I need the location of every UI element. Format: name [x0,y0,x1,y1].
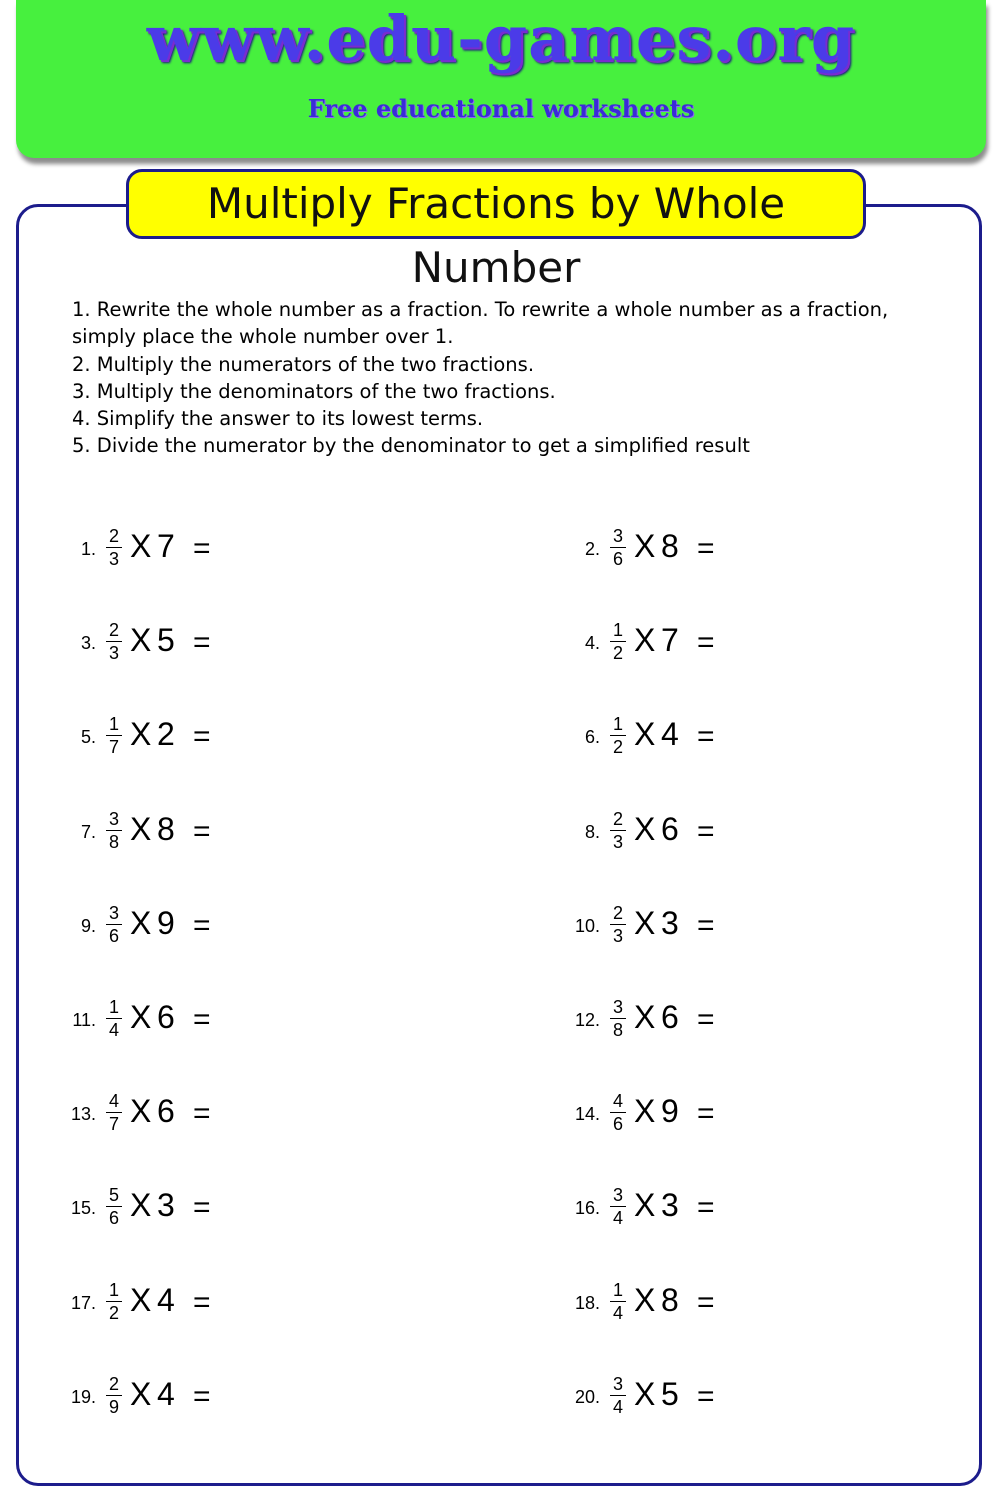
fraction-bar [106,1018,122,1019]
multiply-sign: X [130,528,152,564]
problem-number: 16. [574,1198,600,1218]
problem-number: 5. [80,727,96,747]
equals-sign: = [193,1003,211,1036]
fraction [104,620,124,663]
whole-number: 4 [157,1282,175,1318]
problem-item [60,1276,320,1336]
whole-number: 2 [157,716,175,752]
problem-number: 9. [80,916,96,936]
fraction-bar [610,924,626,925]
problem-number: 12. [574,1010,600,1030]
denominator: 7 [108,1114,119,1134]
problem-item [60,1087,320,1147]
numerator: 3 [612,1374,623,1394]
fraction-bar [106,735,122,736]
multiply-sign: X [634,1093,656,1129]
whole-number: 4 [661,716,679,752]
equals-sign: = [193,626,211,659]
problem-item [60,616,320,676]
numerator: 3 [612,997,623,1017]
numerator: 3 [612,526,623,546]
denominator: 9 [108,1397,119,1417]
denominator: 4 [108,1020,119,1040]
fraction-bar [106,641,122,642]
problem-item [564,1087,824,1147]
fraction [104,1280,124,1323]
denominator: 2 [612,643,623,663]
denominator: 8 [612,1020,623,1040]
problem-number: 2. [584,539,600,559]
equals-sign: = [697,1286,715,1319]
equals-sign: = [697,1380,715,1413]
whole-number: 6 [157,999,175,1035]
numerator: 1 [108,1280,119,1300]
equals-sign: = [697,720,715,753]
problem-item [60,899,320,959]
problem-number: 19. [70,1387,96,1407]
denominator: 7 [108,737,119,757]
whole-number: 6 [157,1093,175,1129]
denominator: 2 [108,1303,119,1323]
site-url[interactable]: www.edu-games.org [146,2,856,75]
whole-number: 6 [661,999,679,1035]
numerator: 2 [108,526,119,546]
multiply-sign: X [634,905,656,941]
denominator: 4 [612,1208,623,1228]
problem-item [564,522,824,582]
fraction-bar [106,1301,122,1302]
problem-item [564,1370,824,1430]
multiply-sign: X [130,811,152,847]
fraction-bar [610,735,626,736]
numerator: 1 [108,997,119,1017]
numerator: 2 [612,809,623,829]
denominator: 6 [612,1114,623,1134]
equals-sign: = [697,815,715,848]
fraction [104,1185,124,1228]
fraction-bar [610,1112,626,1113]
fraction [608,1185,628,1228]
problem-number: 17. [70,1293,96,1313]
fraction-bar [106,1112,122,1113]
fraction-bar [610,1301,626,1302]
fraction [608,997,628,1040]
fraction [608,1280,628,1323]
denominator: 3 [612,832,623,852]
problem-number: 13. [70,1104,96,1124]
whole-number: 5 [157,622,175,658]
problem-number: 7. [80,822,96,842]
problem-number: 15. [70,1198,96,1218]
multiply-sign: X [130,716,152,752]
problem-number: 10. [574,916,600,936]
problem-number: 8. [584,822,600,842]
whole-number: 5 [661,1376,679,1412]
numerator: 4 [108,1091,119,1111]
multiply-sign: X [634,622,656,658]
multiply-sign: X [130,1093,152,1129]
instruction-line: 5. Divide the numerator by the denominator to get a simplified result [72,434,750,458]
whole-number: 6 [661,811,679,847]
fraction [104,1091,124,1134]
denominator: 3 [612,926,623,946]
multiply-sign: X [634,1376,656,1412]
multiply-sign: X [130,622,152,658]
fraction [608,620,628,663]
denominator: 8 [108,832,119,852]
instruction-line: 2. Multiply the numerators of the two fractions. [72,352,535,376]
whole-number: 7 [661,622,679,658]
problem-item [564,710,824,770]
numerator: 4 [612,1091,623,1111]
fraction [608,526,628,569]
equals-sign: = [193,720,211,753]
instruction-line: 4. Simplify the answer to its lowest terms. [72,407,484,431]
problem-item [564,616,824,676]
fraction [104,1374,124,1417]
site-banner [16,0,986,158]
problem-number: 20. [574,1387,600,1407]
multiply-sign: X [130,1282,152,1318]
whole-number: 8 [157,811,175,847]
numerator: 2 [108,620,119,640]
equals-sign: = [697,1003,715,1036]
numerator: 5 [108,1185,119,1205]
fraction [104,903,124,946]
multiply-sign: X [130,999,152,1035]
problem-number: 1. [80,539,96,559]
equals-sign: = [193,1380,211,1413]
problem-number: 3. [80,633,96,653]
numerator: 1 [108,714,119,734]
fraction [608,809,628,852]
denominator: 2 [612,737,623,757]
fraction-bar [106,547,122,548]
denominator: 3 [108,643,119,663]
fraction [104,997,124,1040]
problem-item [60,1370,320,1430]
whole-number: 8 [661,1282,679,1318]
fraction-bar [106,830,122,831]
equals-sign: = [697,1191,715,1224]
multiply-sign: X [634,528,656,564]
whole-number: 7 [157,528,175,564]
fraction-bar [106,924,122,925]
site-tagline: Free educational worksheets [307,94,695,123]
fraction [608,1091,628,1134]
instructions [72,296,952,460]
problem-item [60,1181,320,1241]
multiply-sign: X [634,999,656,1035]
numerator: 3 [612,1185,623,1205]
fraction-bar [106,1206,122,1207]
numerator: 2 [612,903,623,923]
multiply-sign: X [634,716,656,752]
fraction-bar [610,547,626,548]
fraction [104,714,124,757]
instruction-line: 1. Rewrite the whole number as a fraction. To rewrite a whole number as a fraction, [72,298,889,321]
denominator: 6 [108,1208,119,1228]
equals-sign: = [193,909,211,942]
fraction-bar [610,830,626,831]
instruction-line: 3. Multiply the denominators of the two fractions. [72,379,556,403]
fraction-bar [610,641,626,642]
problem-number: 18. [574,1293,600,1313]
fraction [608,1374,628,1417]
numerator: 1 [612,714,623,734]
multiply-sign: X [130,905,152,941]
equals-sign: = [697,1097,715,1130]
problem-item [60,993,320,1053]
equals-sign: = [193,1191,211,1224]
problem-number: 11. [72,1010,96,1030]
equals-sign: = [193,1286,211,1319]
denominator: 6 [108,926,119,946]
whole-number: 3 [661,905,679,941]
numerator: 3 [108,903,119,923]
fraction-bar [106,1395,122,1396]
multiply-sign: X [634,811,656,847]
denominator: 3 [108,549,119,569]
multiply-sign: X [130,1187,152,1223]
problem-number: 6. [584,727,600,747]
fraction [608,714,628,757]
problem-item [564,993,824,1053]
equals-sign: = [697,532,715,565]
problem-item [60,805,320,865]
equals-sign: = [193,815,211,848]
multiply-sign: X [634,1187,656,1223]
fraction-bar [610,1395,626,1396]
equals-sign: = [193,1097,211,1130]
denominator: 4 [612,1303,623,1323]
whole-number: 9 [157,905,175,941]
fraction [104,526,124,569]
numerator: 2 [108,1374,119,1394]
multiply-sign: X [634,1282,656,1318]
problem-item [564,1276,824,1336]
fraction-bar [610,1018,626,1019]
problem-number: 4. [584,633,600,653]
numerator: 3 [108,809,119,829]
whole-number: 4 [157,1376,175,1412]
fraction-bar [610,1206,626,1207]
equals-sign: = [697,626,715,659]
problem-item [564,805,824,865]
equals-sign: = [697,909,715,942]
problem-item [60,522,320,582]
fraction [104,809,124,852]
numerator: 1 [612,620,623,640]
problem-item [564,899,824,959]
whole-number: 8 [661,528,679,564]
whole-number: 3 [661,1187,679,1223]
whole-number: 9 [661,1093,679,1129]
fraction [608,903,628,946]
problem-number: 14. [574,1104,600,1124]
worksheet-title: Multiply Fractions by Whole Number [126,169,866,239]
numerator: 1 [612,1280,623,1300]
multiply-sign: X [130,1376,152,1412]
instruction-line: simply place the whole number over 1. [72,325,454,349]
problem-item [564,1181,824,1241]
denominator: 6 [612,549,623,569]
equals-sign: = [193,532,211,565]
denominator: 4 [612,1397,623,1417]
whole-number: 3 [157,1187,175,1223]
problem-item [60,710,320,770]
